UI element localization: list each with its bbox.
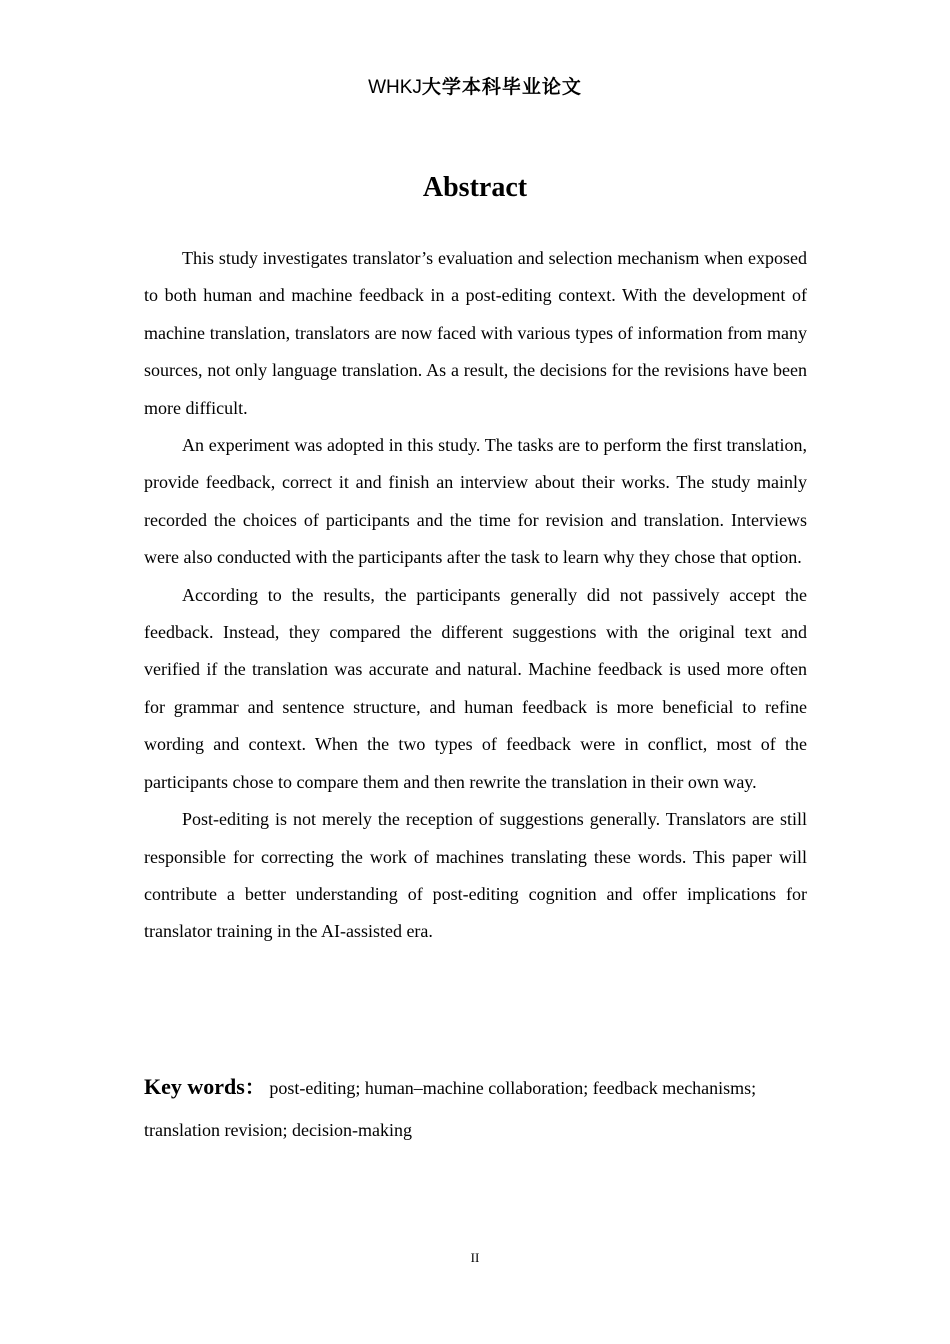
header-thesis-title: 大学本科毕业论文 [421,76,582,98]
abstract-paragraph: An experiment was adopted in this study. The tasks are to perform the first translation, provide feedback, correct it and finish an interview about their works. The study mainly recorded the choices of participants and the time for revision and translation. Interviews were also conducted with the participants after the task to learn why they chose that option. [144,435,807,568]
keywords-list: post-editing; human–machine collaboration; feedback mechanisms; translation revision; decision-making [144,1078,757,1140]
running-header [0,72,950,99]
keywords-section [144,1066,807,1151]
abstract-body [144,240,807,951]
header-school-abbrev: WHKJ [368,77,422,98]
page-number: II [470,1250,480,1265]
keywords-label: Key words [144,1074,245,1099]
keywords-colon: ： [244,1077,265,1099]
abstract-paragraph: This study investigates translator’s evaluation and selection mechanism when exposed to both human and machine feedback in a post-editing context. With the development of machine translation, translators are now faced with various types of information from many sources, not only language translation. As a result, the decisions for the revisions have been more difficult. [144,248,807,418]
abstract-paragraph: According to the results, the participants generally did not passively accept the feedback. Instead, they compared the different suggestions with the original text and verified if the translation was accurate and natural. Machine feedback is used more often for grammar and sentence structure, and human feedback is more beneficial to refine wording and context. When the two types of feedback were in conflict, most of the participants chose to compare them and then rewrite the translation in their own way. [144,584,807,792]
page-title: Abstract [422,172,528,203]
abstract-paragraph: Post-editing is not merely the reception of suggestions generally. Translators are still responsible for correcting the work of machines translating these words. This paper will contribute a better understanding of post-editing cognition and offer implications for translator training in the AI-assisted era. [144,809,807,942]
